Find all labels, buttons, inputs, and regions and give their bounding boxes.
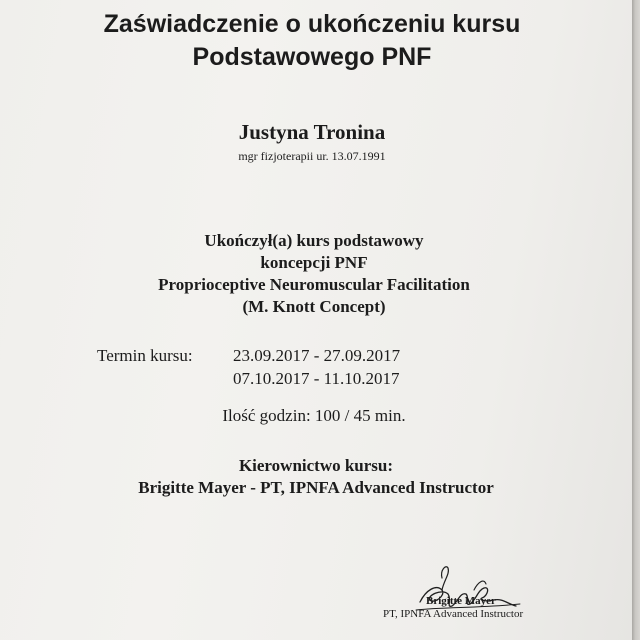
- signatory-title: PT, IPNFA Advanced Instructor: [383, 608, 524, 620]
- course-line-1: Ukończył(a) kurs podstawowy: [204, 231, 424, 250]
- certificate-title-line1: Zaświadczenie o ukończeniu kursu: [103, 10, 521, 38]
- paper-edge: [632, 0, 640, 640]
- course-line-2: koncepcji PNF: [260, 253, 368, 272]
- course-line-3: Proprioceptive Neuromuscular Facilitation: [158, 275, 470, 294]
- certificate-title-line2: Podstawowego PNF: [192, 43, 432, 71]
- course-line-4: (M. Knott Concept): [242, 297, 386, 316]
- term-date-2: 07.10.2017 - 11.10.2017: [233, 369, 400, 388]
- signatory-name: Brigitte Mayer: [426, 595, 496, 607]
- course-hours: Ilość godzin: 100 / 45 min.: [222, 406, 406, 425]
- management-name: Brigitte Mayer - PT, IPNFA Advanced Instructor: [138, 478, 494, 497]
- participant-name: Justyna Tronina: [238, 120, 386, 144]
- participant-details: mgr fizjoterapii ur. 13.07.1991: [238, 149, 386, 163]
- management-label: Kierownictwo kursu:: [238, 456, 394, 475]
- term-label: Termin kursu:: [97, 346, 193, 365]
- term-date-1: 23.09.2017 - 27.09.2017: [233, 346, 401, 365]
